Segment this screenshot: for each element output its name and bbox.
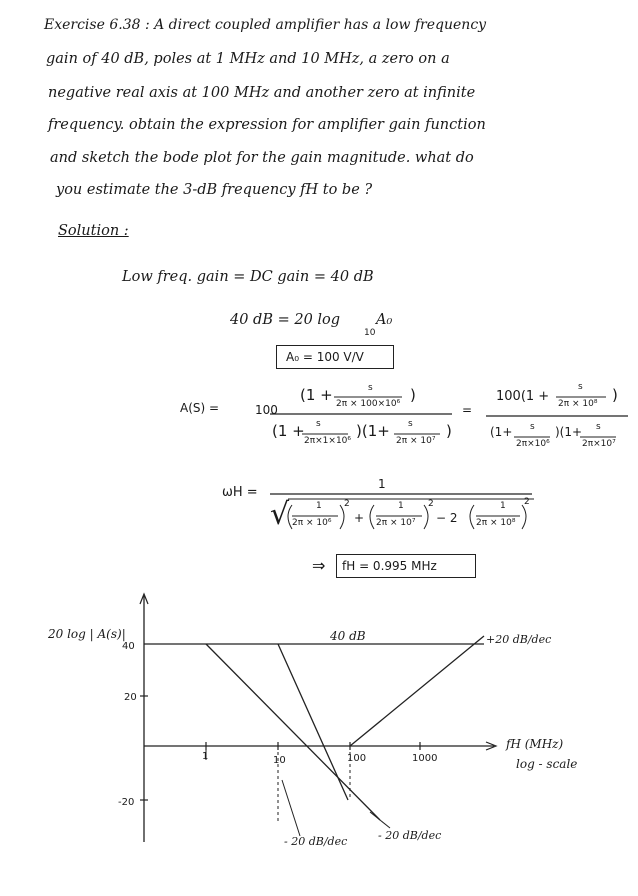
den2-s: s: [408, 419, 413, 429]
den-close: ): [446, 422, 452, 440]
wh-minus: − 2: [436, 511, 458, 525]
problem-line-5: and sketch the bode plot for the gain magnitude. what do: [50, 150, 474, 166]
implies-arrow: ⇒: [312, 556, 326, 575]
rhs-den1-den: 2π×10⁶: [516, 439, 550, 449]
rhs-den2-s: s: [596, 422, 601, 432]
bode-x-label: fH (MHz): [506, 737, 564, 751]
bode-pole2-asymptote: [278, 644, 348, 800]
bode-pole1-asymptote: [206, 644, 380, 820]
den2-open: )(1+: [356, 422, 390, 440]
bode-slope1-pointer: [282, 780, 300, 836]
rhs-den-open: (1+: [490, 425, 513, 439]
bode-zero-asymptote: [350, 636, 484, 746]
rhs-den-mid: )(1+: [555, 425, 583, 439]
bode-slope-down-2: - 20 dB/dec: [378, 829, 442, 842]
problem-line-4: frequency. obtain the expression for amplifier gain function: [48, 117, 486, 133]
wh-term2-den: 2π × 10⁷: [376, 518, 416, 528]
bode-y-label: 20 log | A(s)|: [48, 627, 126, 641]
rhs-numerator: 100(1 +: [496, 389, 550, 404]
wh-term3-den: 2π × 10⁸: [476, 518, 516, 528]
rhs-den2-den: 2π×10⁷: [582, 439, 616, 449]
bode-slope-down-1: - 20 dB/dec: [284, 835, 348, 848]
bode-x-tick-1000: 1000: [412, 753, 438, 764]
den2-den: 2π × 10⁷: [396, 436, 436, 446]
problem-line-1: Exercise 6.38 : A direct coupled amplifier has a low frequency: [44, 17, 487, 33]
bode-40db-label: 40 dB: [330, 629, 366, 643]
fh-result: fH = 0.995 MHz: [342, 559, 437, 573]
num-s: s: [368, 383, 373, 393]
wh-term1-num: 1: [316, 501, 322, 511]
low-freq-gain-line: Low freq. gain = DC gain = 40 dB: [122, 269, 374, 285]
bode-slope2-pointer: [370, 812, 390, 828]
rhs-den1-s: s: [530, 422, 535, 432]
wh-term1-sq: 2: [344, 499, 350, 509]
as-coefficient: 100: [255, 403, 278, 417]
rhs-num-den: 2π × 10⁸: [558, 399, 598, 409]
solution-heading: Solution :: [58, 223, 129, 239]
rhs-num-s: s: [578, 382, 583, 392]
wh-term2-sq: 2: [428, 499, 434, 509]
wh-label: ωH =: [222, 485, 258, 500]
problem-line-6: you estimate the 3-dB frequency fH to be ?: [56, 182, 373, 198]
a0-result: A₀ = 100 V/V: [286, 350, 364, 364]
den1-s: s: [316, 419, 321, 429]
wh-term3-sq: 2: [524, 497, 530, 507]
num-close: ): [410, 386, 416, 404]
num-open: (1 +: [300, 386, 333, 404]
problem-line-2: gain of 40 dB, poles at 1 MHz and 10 MHz, a zero on a: [46, 51, 450, 67]
bode-y-tick-neg20: -20: [118, 797, 135, 808]
log-base: 10: [364, 328, 376, 338]
wh-term3-num: 1: [500, 501, 506, 511]
wh-numerator: 1: [378, 477, 386, 491]
db-equation: 40 dB = 20 log: [230, 312, 341, 328]
bode-y-tick-40: 40: [122, 641, 135, 652]
log-argument: A₀: [376, 312, 393, 328]
bode-y-tick-20: 20: [124, 692, 137, 703]
den1-den: 2π×1×10⁶: [304, 436, 352, 446]
bode-x-tick-1: 1: [202, 751, 209, 762]
wh-term2-num: 1: [398, 501, 404, 511]
wh-plus: +: [354, 511, 365, 525]
as-label: A(S) =: [180, 401, 220, 415]
bode-x-tick-100: 100: [347, 753, 367, 764]
bode-slope-up: +20 dB/dec: [486, 633, 552, 646]
num-den: 2π × 100×10⁶: [336, 399, 401, 409]
wh-root: √: [270, 497, 290, 532]
wh-term1-den: 2π × 10⁶: [292, 518, 332, 528]
den1-open: (1 +: [272, 422, 305, 440]
rhs-close: ): [612, 386, 618, 404]
bode-x-scale: log - scale: [516, 757, 578, 771]
bode-x-tick-10: 10: [273, 755, 286, 766]
problem-line-3: negative real axis at 100 MHz and another zero at infinite: [48, 85, 476, 101]
equals-sign: =: [462, 403, 473, 417]
